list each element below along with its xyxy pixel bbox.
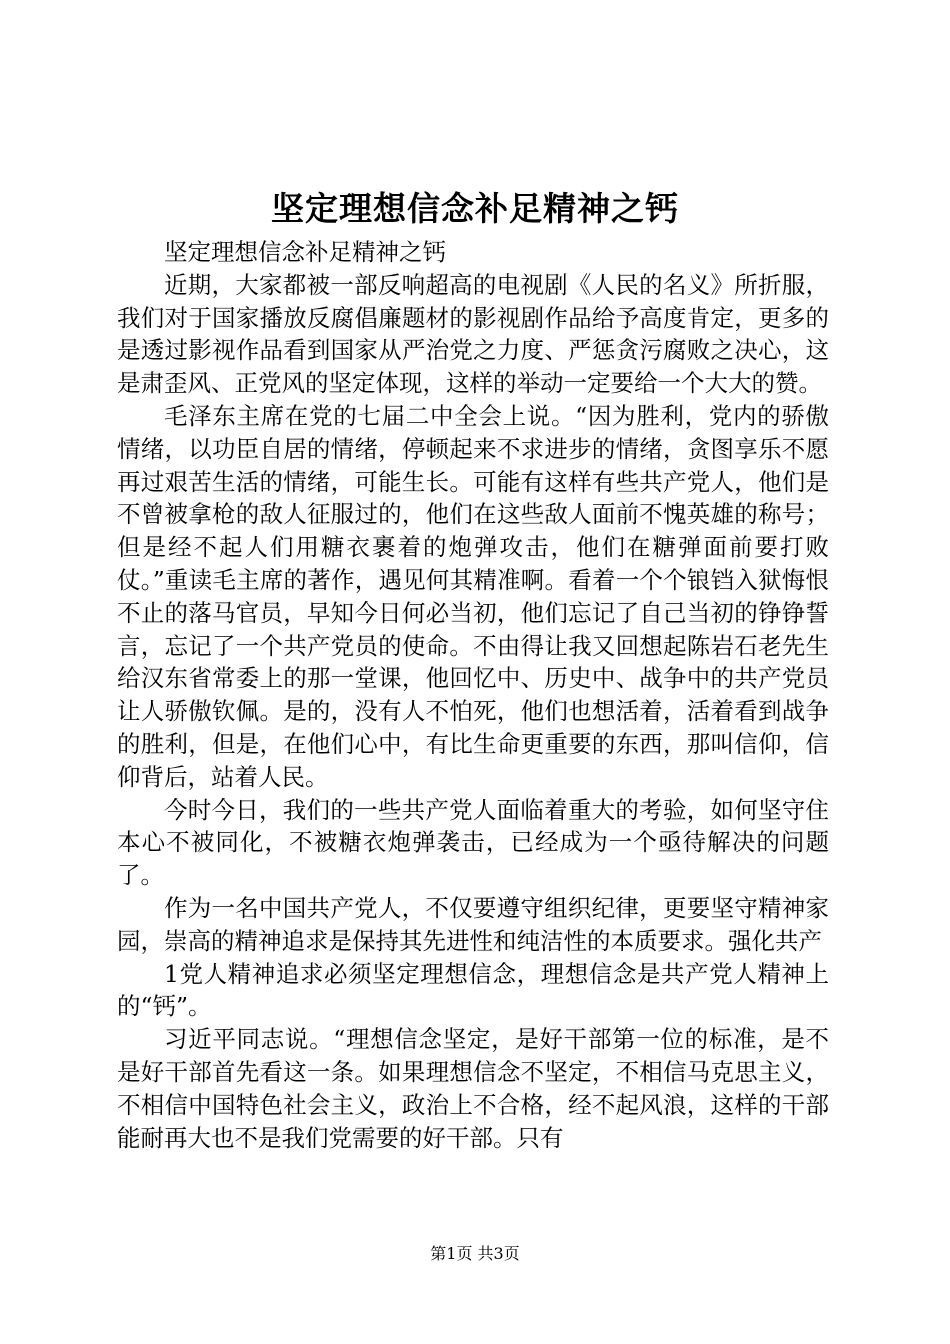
document-title: 坚定理想信念补足精神之钙 [271,189,679,228]
paragraph: 近期，大家都被一部反响超高的电视剧《人民的名义》所折服，我们对于国家播放反腐倡廉题材的影视剧作品给予高度肯定，更多的是透过影视作品看到国家从严治党之力度、严惩贪污腐败之决心，这是肃歪风、正党风的坚定体现，这样的举动一定要给一个大大的赞。 [117,270,829,398]
paragraph: 今时今日，我们的一些共产党人面临着重大的考验，如何坚守住本心不被同化，不被糖衣炮弹袭击，已经成为一个亟待解决的问题了。 [117,795,829,890]
paragraph: 1党人精神追求必须坚定理想信念，理想信念是共产党人精神上的“钙”。 [117,959,829,1021]
paragraph: 坚定理想信念补足精神之钙 [164,238,446,266]
document-body [117,236,829,1154]
paragraph: 习近平同志说。“理想信念坚定，是好干部第一位的标准，是不是好干部首先看这一条。如果理想信念不坚定，不相信马克思主义，不相信中国特色社会主义，政治上不合格，经不起风浪，这样的干部能耐再大也不是我们党需要的好干部。只有 [117,1025,829,1152]
paragraph: 毛泽东主席在党的七届二中全会上说。“因为胜利，党内的骄傲情绪，以功臣自居的情绪，停顿起来不求进步的情绪，贪图享乐不愿再过艰苦生活的情绪，可能生长。可能有这样有些共产党人，他们是不曾被拿枪的敌人征服过的，他们在这些敌人面前不愧英雄的称号；但是经不起人们用糖衣裹着的炮弹攻击，他们在糖弹面前要打败仗。”重读毛主席的著作，遇见何其精准啊。看着一个个锒铛入狱悔恨不止的落马官员，早知今日何必当初，他们忘记了自己当初的铮铮誓言，忘记了一个共产党员的使命。不由得让我又回想起陈岩石老先生给汉东省常委上的那一堂课，他回忆中、历史中、战争中的共产党员让人骄傲钦佩。是的，没有人不怕死，他们也想活着，活着看到战争的胜利，但是，在他们心中，有比生命更重要的东西，那叫信仰，信仰背后，站着人民。 [117,401,829,791]
paragraph: 作为一名中国共产党人，不仅要遵守组织纪律，更要坚守精神家园，崇高的精神追求是保持其先进性和纯洁性的本质要求。强化共产 [117,893,829,955]
page-footer: 第1页 共3页 [430,1244,520,1263]
